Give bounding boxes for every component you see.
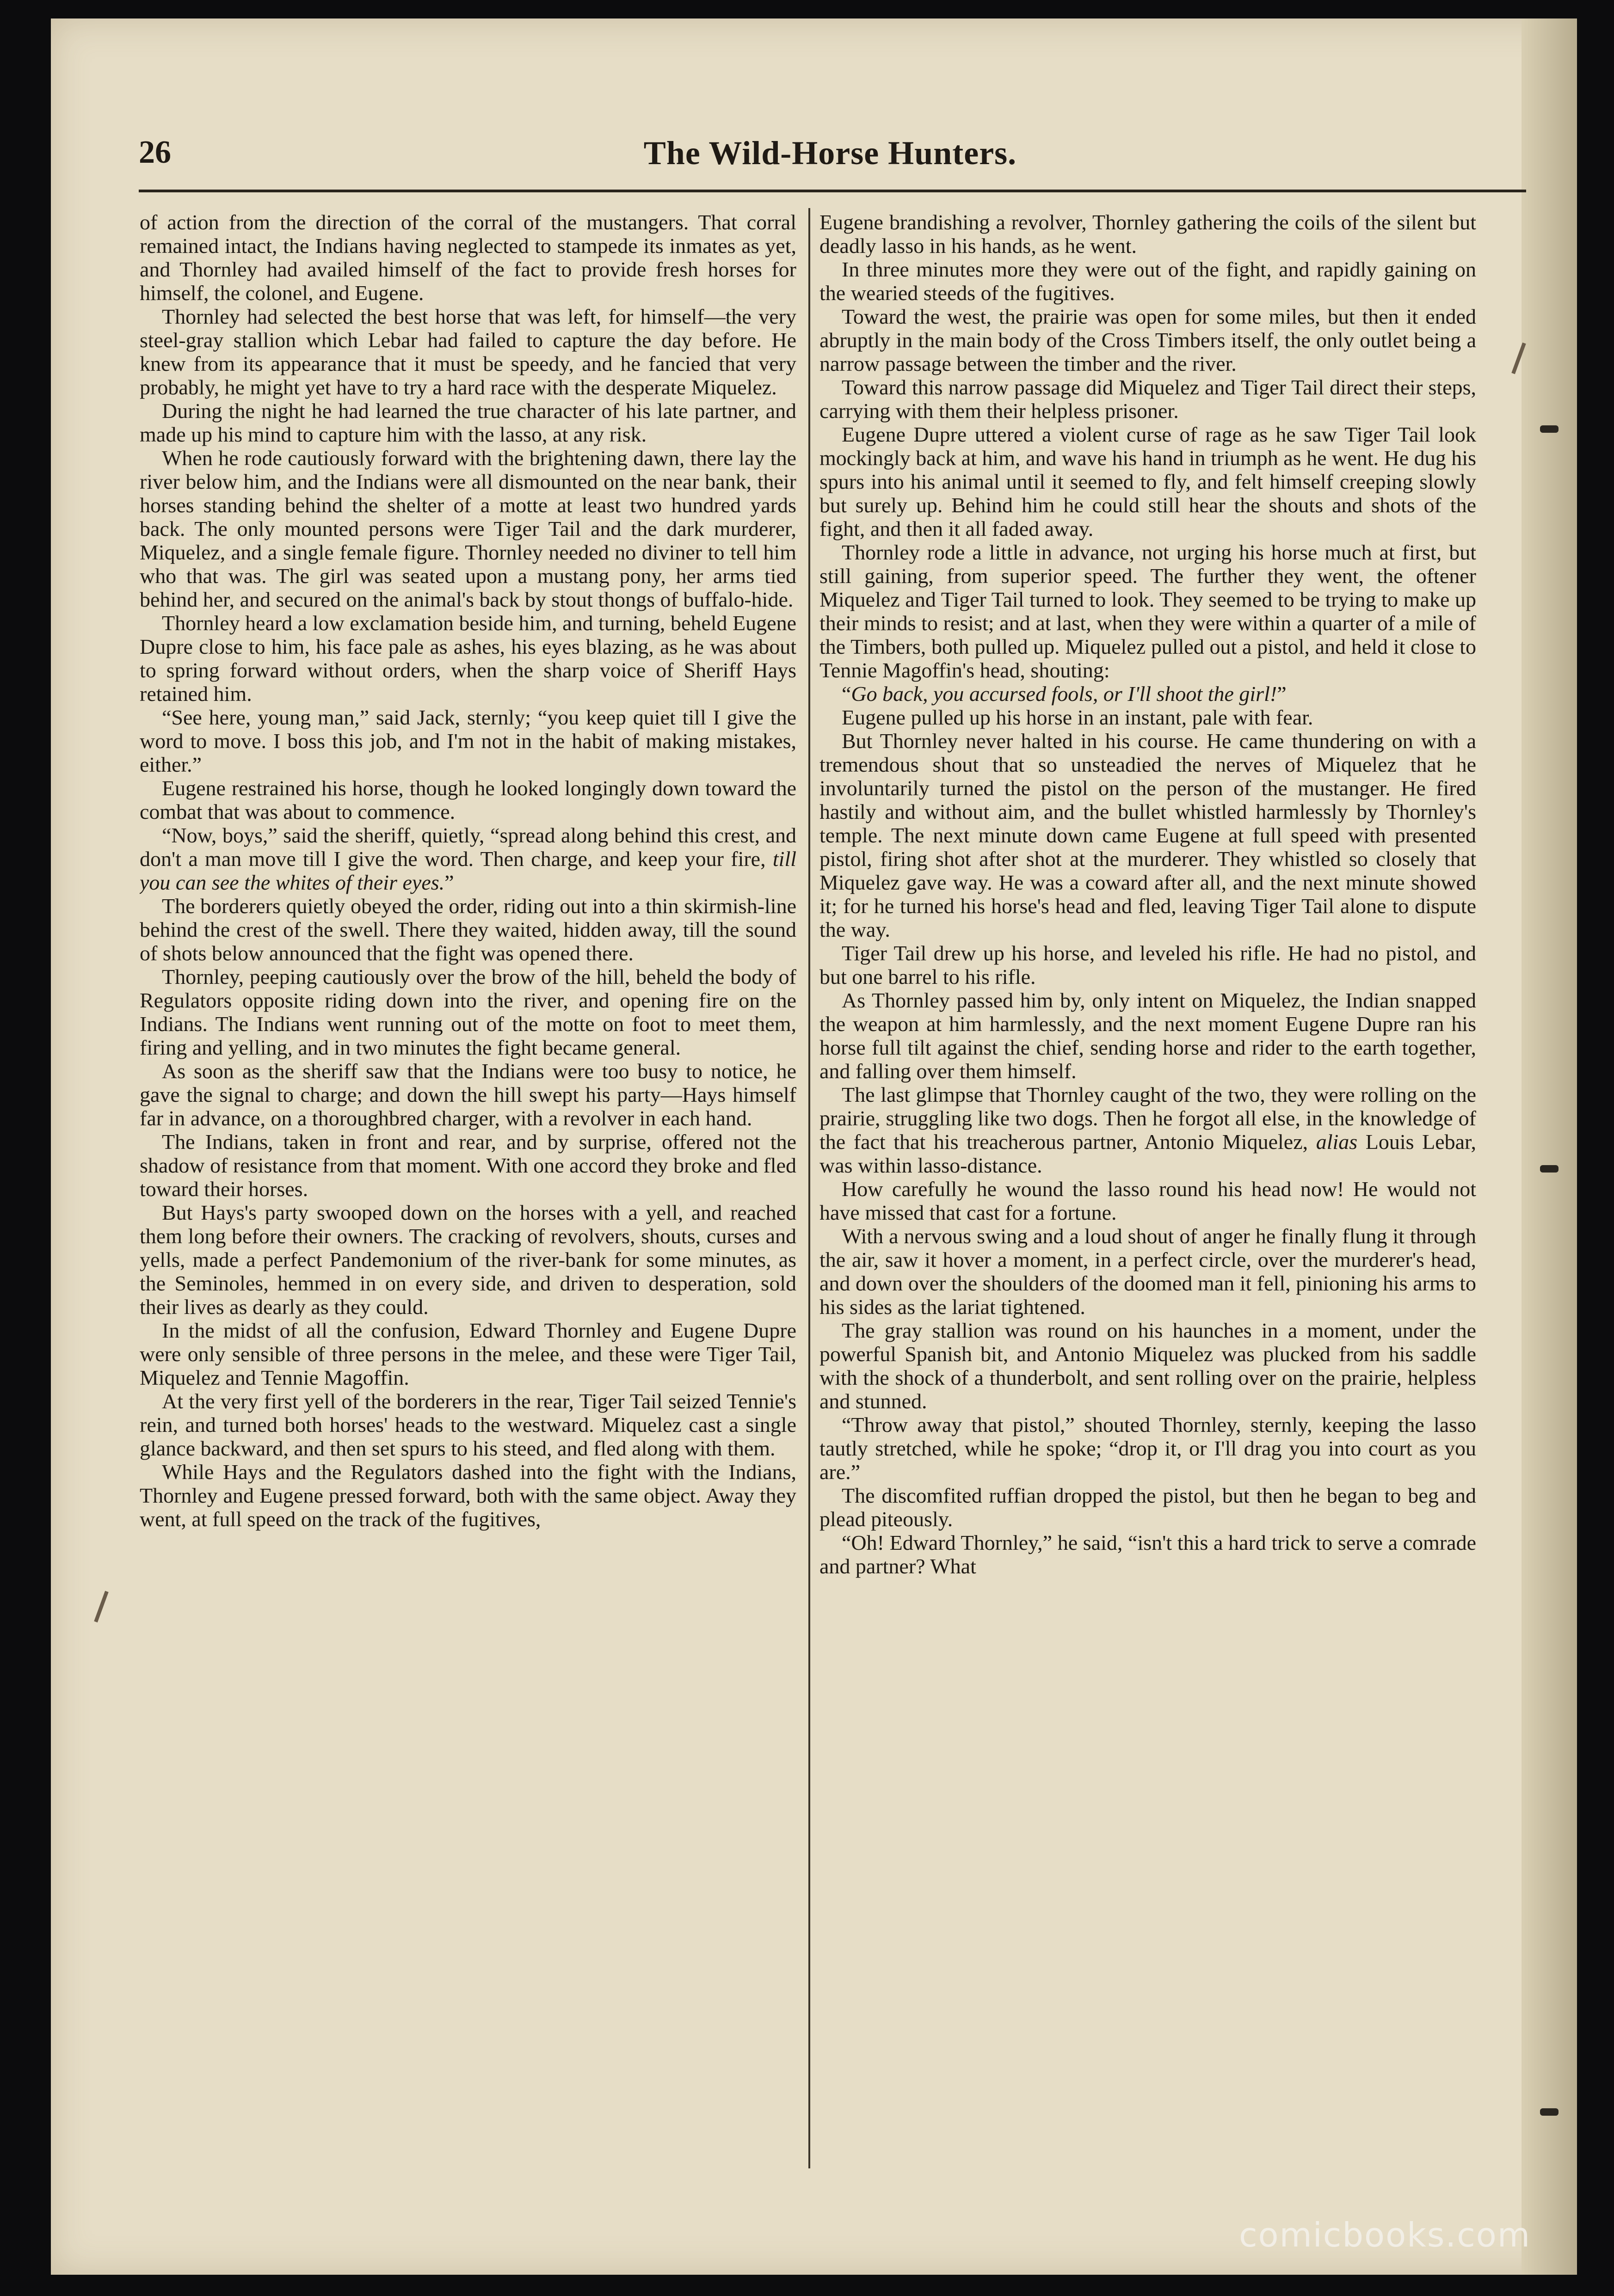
paragraph: As soon as the sheriff saw that the Indians were too busy to notice, he gave the signal to charge; and down the hill swept his party—Hays himself far in advance, on a thoroughbred charger, with a revolver in each hand. [140, 1059, 796, 1130]
page-number: 26 [139, 135, 171, 170]
paragraph: Eugene restrained his horse, though he looked longingly down toward the combat that was about to commence. [140, 776, 796, 823]
paragraph: “Throw away that pistol,” shouted Thornley, sternly, keeping the lasso tautly stretched, while he spoke; “drop it, or I'll drag you into court as you are.” [819, 1413, 1476, 1484]
paragraph: Thornley, peeping cautiously over the brow of the hill, beheld the body of Regulators opposite riding down into the river, and opening fire on the Indians. The Indians went running out of the motte on foot to meet them, firing and yelling, and in two minutes the fight became general. [140, 965, 796, 1059]
text-run: “ [842, 682, 851, 706]
paragraph: With a nervous swing and a loud shout of anger he finally flung it through the air, saw it hover a moment, in a perfect circle, over the murderer's head, and down over the shoulders of the doomed man it fell, pinioning his arms to his sides as the lariat tightened. [819, 1224, 1476, 1319]
paragraph: In three minutes more they were out of the fight, and rapidly gaining on the wearied steeds of the fugitives. [819, 258, 1476, 305]
paragraph: But Thornley never halted in his course. He came thundering on with a tremendous shout that so unsteadied the nerves of Miquelez that he involuntarily turned the pistol on the person of the mustanger. He fired hastily and without aim, and the bullet whistled harmlessly by Thornley's temple. The next minute down came Eugene at full speed with presented pistol, firing shot after shot at the murderer. They whistled so closely that Miquelez gave way. He was a coward after all, and the next minute showed it; for he turned his horse's head and fled, leaving Tiger Tail alone to dispute the way. [819, 729, 1476, 941]
text-run: ” [1277, 682, 1287, 706]
text-run: ” [444, 871, 454, 894]
paragraph: But Hays's party swooped down on the horses with a yell, and reached them long before their owners. The cracking of revolvers, shouts, curses and yells, made a perfect Pandemonium of the river-bank for some minutes, as the Seminoles, hemmed in on every side, and driven to desperation, sold their lives as dearly as they could. [140, 1201, 796, 1319]
running-title: The Wild-Horse Hunters. [643, 135, 1017, 172]
paragraph: While Hays and the Regulators dashed into the fight with the Indians, Thornley and Eugene pressed forward, both with the same object. Away they went, at full speed on the track of the fugitives, [140, 1460, 796, 1531]
paragraph [819, 1083, 1476, 1177]
paragraph: The Indians, taken in front and rear, and by surprise, offered not the shadow of resistance from that moment. With one accord they broke and fled toward their horses. [140, 1130, 796, 1201]
header-rule [139, 190, 1526, 192]
paragraph: Thornley heard a low exclamation beside him, and turning, beheld Eugene Dupre close to him, his face pale as ashes, his eyes blazing, as he was about to spring forward without orders, when the sharp voice of Sheriff Hays retained him. [140, 611, 796, 706]
paragraph: The gray stallion was round on his haunches in a moment, under the powerful Spanish bit, and Antonio Miquelez was plucked from his saddle with the shock of a thunderbolt, and sent rolling over on the prairie, helpless and stunned. [819, 1319, 1476, 1413]
paragraph: Thornley had selected the best horse that was left, for himself—the very steel-gray stallion which Lebar had failed to capture the day before. He knew from its appearance that it must be speedy, and he fancied that very probably, he might yet have to try a hard race with the desperate Miquelez. [140, 305, 796, 399]
text-run: “Now, boys,” said the sheriff, quietly, “spread along behind this crest, and don't a man move till I give the word. Then charge, and keep your fire, [140, 823, 796, 871]
italic-run: alias [1316, 1130, 1358, 1154]
paragraph: Eugene Dupre uttered a violent curse of rage as he saw Tiger Tail look mockingly back at him, and wave his hand in triumph as he went. He dug his spurs into his animal until it seemed to fly, and felt himself creeping slowly but surely up. Behind him he could still hear the shouts and shots of the fight, and then it all faded away. [819, 423, 1476, 540]
paragraph: The borderers quietly obeyed the order, riding out into a thin skirmish-line behind the crest of the swell. There they waited, hidden away, till the sound of shots below announced that the fight was opened there. [140, 894, 796, 965]
paragraph [140, 823, 796, 894]
paragraph: Eugene pulled up his horse in an instant, pale with fear. [842, 706, 1313, 729]
italic-run: Go back, you accursed fools, or I'll shoot the girl! [851, 682, 1277, 706]
binding-mark [1540, 2108, 1559, 2116]
binding-mark [1540, 425, 1559, 433]
paragraph [819, 682, 1476, 706]
page-gutter [1522, 18, 1577, 2275]
paragraph: As Thornley passed him by, only intent on Miquelez, the Indian snapped the weapon at him harmlessly, and the next moment Eugene Dupre ran his horse full tilt against the chief, sending horse and rider to the earth together, and falling over them himself. [819, 988, 1476, 1083]
paragraph: The discomfited ruffian dropped the pistol, but then he began to beg and plead piteously. [819, 1484, 1476, 1531]
paragraph: Thornley rode a little in advance, not urging his horse much at first, but still gaining, from superior speed. The further they went, the oftener Miquelez and Tiger Tail turned to look. They seemed to be trying to make up their minds to resist; and at last, when they were within a quarter of a mile of the Timbers, both pulled up. Miquelez pulled out a pistol, and held it close to Tennie Magoffin's head, shouting: [819, 540, 1476, 682]
italic-run: till you can see the whites of their eyes. [140, 847, 796, 894]
paragraph: How carefully he wound the lasso round his head now! He would not have missed that cast for a fortune. [819, 1177, 1476, 1224]
running-head [139, 134, 1522, 190]
paragraph: When he rode cautiously forward with the brightening dawn, there lay the river below him, and the Indians were all dismounted on the near bank, their horses standing behind the shelter of a motte at least two hundred yards back. The only mounted persons were Tiger Tail and the dark murderer, Miquelez, and a single female figure. Thornley needed no diviner to tell him who that was. The girl was seated upon a mustang pony, her arms tied behind her, and secured on the animal's back by stout thongs of buffalo-hide. [140, 446, 796, 611]
paragraph: Toward the west, the prairie was open for some miles, but then it ended abruptly in the main body of the Cross Timbers itself, the only outlet being a narrow passage between the timber and the river. [819, 305, 1476, 375]
binding-mark [1540, 1165, 1559, 1173]
right-column [819, 210, 1476, 2203]
paragraph: At the very first yell of the borderers in the rear, Tiger Tail seized Tennie's rein, and turned both horses' heads to the westward. Miquelez cast a single glance backward, and then set spurs to his steed, and fled along with them. [140, 1389, 796, 1460]
left-column [140, 210, 796, 2203]
text-run: Louis Lebar, was within lasso-distance. [819, 1130, 1476, 1177]
paragraph: “Oh! Edward Thornley,” he said, “isn't this a hard trick to serve a comrade and partner? What [819, 1531, 1476, 1578]
site-watermark: comicbooks.com [1238, 2216, 1531, 2254]
paragraph: Toward this narrow passage did Miquelez and Tiger Tail direct their steps, carrying with them their helpless prisoner. [819, 375, 1476, 423]
paragraph: In the midst of all the confusion, Edward Thornley and Eugene Dupre were only sensible of three persons in the melee, and these were Tiger Tail, Miquelez and Tennie Magoffin. [140, 1319, 796, 1389]
paragraph: Eugene brandishing a revolver, Thornley gathering the coils of the silent but deadly lasso in his hands, as he went. [819, 210, 1476, 258]
paragraph: “See here, young man,” said Jack, sternly; “you keep quiet till I give the word to move. I boss this job, and I'm not in the habit of making mistakes, either.” [140, 706, 796, 776]
paragraph: Tiger Tail drew up his horse, and leveled his rifle. He had no pistol, and but one barrel to his rifle. [819, 941, 1476, 988]
paragraph: During the night he had learned the true character of his late partner, and made up his mind to capture him with the lasso, at any risk. [140, 399, 796, 446]
paragraph: of action from the direction of the corral of the mustangers. That corral remained intact, the Indians having neglected to stampede its inmates as yet, and Thornley had availed himself of the fact to provide fresh horses for himself, the colonel, and Eugene. [140, 210, 796, 305]
text-run: The last glimpse that Thornley caught of the two, they were rolling on the prairie, struggling like two dogs. Then he forgot all else, in the knowledge of the fact that his treacherous partner, Antonio Miquelez, [819, 1083, 1476, 1154]
pencil-mark [94, 1591, 108, 1623]
magazine-page [51, 18, 1577, 2275]
column-rule [808, 208, 810, 2168]
